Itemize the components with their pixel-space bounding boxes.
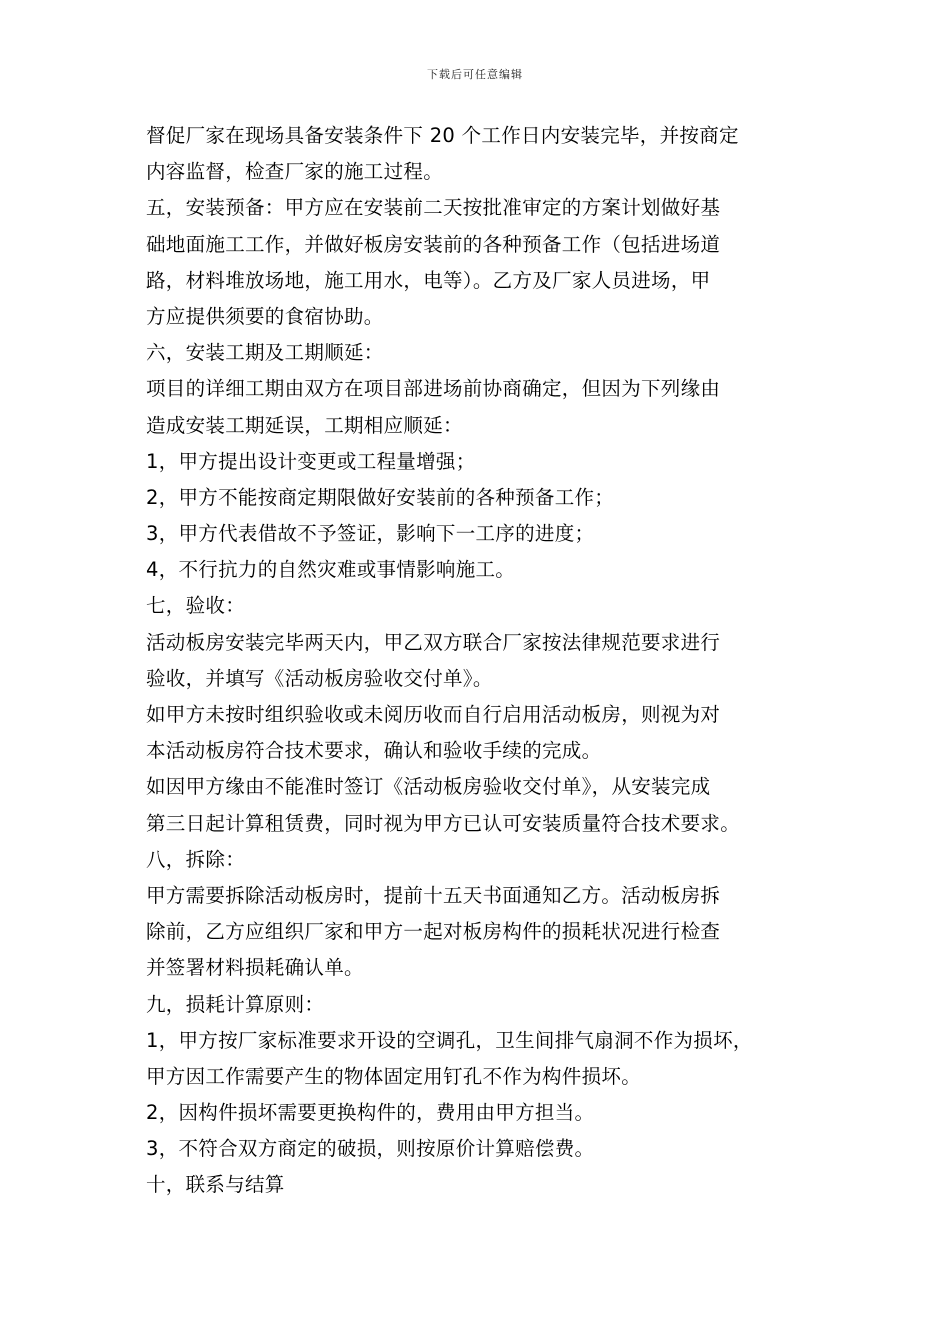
text-line: 如甲方未按时组织验收或未阅历收而自行启用活动板房，则视为对 bbox=[146, 703, 721, 726]
document-body bbox=[146, 118, 846, 1204]
list-item: 3，甲方代表借故不予签证，影响下一工序的进度； bbox=[146, 522, 595, 546]
list-item: 1，甲方按厂家标准要求开设的空调孔，卫生间排气扇洞不作为损坏， bbox=[146, 1028, 753, 1052]
page-header: 下载后可任意编辑 bbox=[427, 68, 523, 81]
text-line: 甲方因工作需要产生的物体固定用钉孔不作为构件损坏。 bbox=[146, 1064, 642, 1088]
text-line: 活动板房安装完毕两天内，甲乙双方联合厂家按法律规范要求进行 bbox=[146, 630, 721, 654]
list-item: 2，甲方不能按商定期限做好安装前的各种预备工作； bbox=[146, 485, 615, 509]
text-line: 甲方需要拆除活动板房时，提前十五天书面通知乙方。活动板房拆 bbox=[146, 883, 721, 907]
list-item: 4，不行抗力的自然灾难或事情影响施工。 bbox=[146, 558, 516, 582]
text-line: 验收，并填写《活动板房验收交付单》。 bbox=[146, 666, 493, 690]
section-heading-7: 七，验收： bbox=[146, 594, 246, 618]
text-line: 内容监督，检查厂家的施工过程。 bbox=[146, 160, 444, 184]
text-line: 如因甲方缘由不能准时签订《活动板房验收交付单》，从安装完成 bbox=[146, 775, 711, 799]
text-line: 础地面施工工作，并做好板房安装前的各种预备工作（包括进场道 bbox=[146, 232, 721, 256]
text-line: 除前，乙方应组织厂家和甲方一起对板房构件的损耗状况进行检查 bbox=[146, 920, 721, 944]
text-line: 第三日起计算租赁费，同时视为甲方已认可安装质量符合技术要求。 bbox=[146, 811, 741, 835]
text-line: 造成安装工期延误，工期相应顺延： bbox=[146, 413, 463, 437]
list-item: 3，不符合双方商定的破损，则按原价计算赔偿费。 bbox=[146, 1137, 595, 1161]
text-line: 方应提供须要的食宿协助。 bbox=[146, 304, 384, 328]
section-heading-10: 十，联系与结算 bbox=[146, 1173, 285, 1197]
text-line: 项目的详细工期由双方在项目部进场前协商确定，但因为下列缘由 bbox=[146, 377, 721, 401]
section-heading-6: 六，安装工期及工期顺延： bbox=[146, 341, 384, 365]
text-line: 督促厂家在现场具备安装条件下 20 个工作日内安装完毕，并按商定 bbox=[146, 124, 739, 147]
text-line: 并签署材料损耗确认单。 bbox=[146, 956, 364, 980]
section-heading-5: 五，安装预备：甲方应在安装前二天按批准审定的方案计划做好基 bbox=[146, 196, 721, 220]
section-heading-8: 八，拆除： bbox=[146, 847, 246, 871]
text-line: 路，材料堆放场地，施工用水，电等）。乙方及厂家人员进场，甲 bbox=[146, 268, 711, 292]
section-heading-9: 九，损耗计算原则： bbox=[146, 992, 325, 1016]
list-item: 2，因构件损坏需要更换构件的，费用由甲方担当。 bbox=[146, 1101, 595, 1125]
list-item: 1，甲方提出设计变更或工程量增强； bbox=[146, 449, 476, 473]
text-line: 本活动板房符合技术要求，确认和验收手续的完成。 bbox=[146, 739, 602, 763]
